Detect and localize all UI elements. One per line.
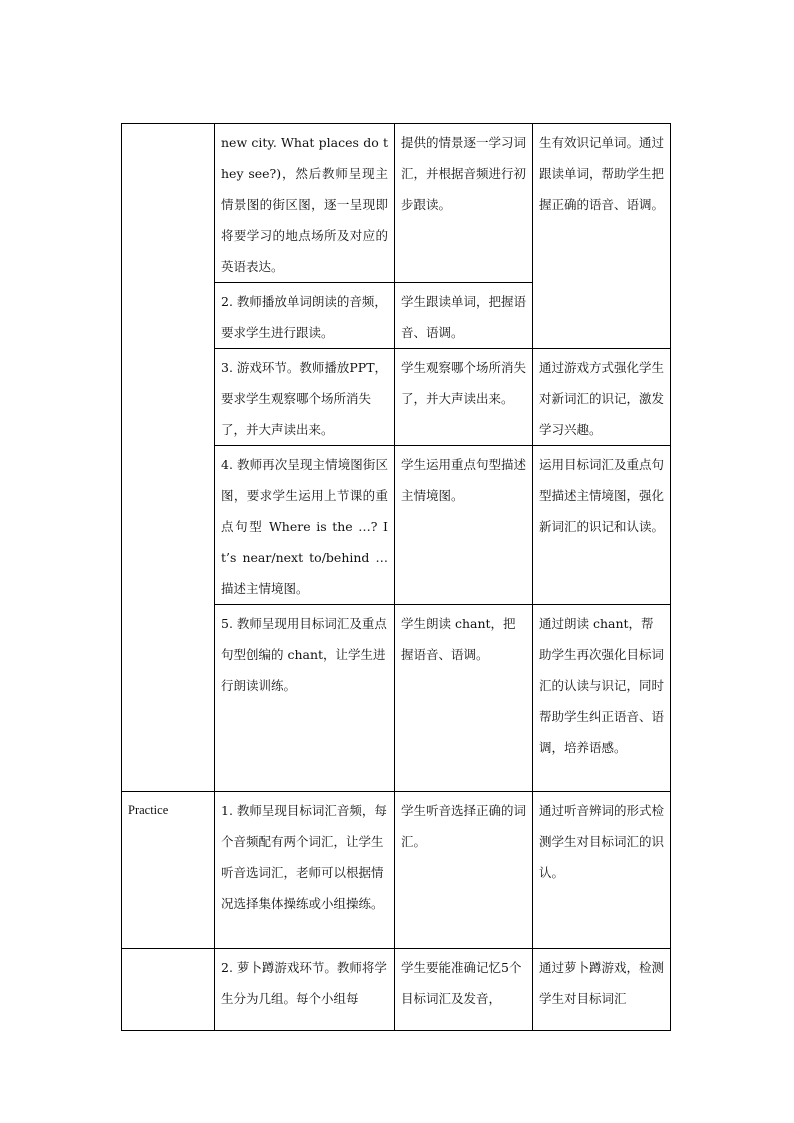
design-purpose-cell: 生有效识记单词。通过跟读单词，帮助学生把握正确的语音、语调。 <box>533 124 671 349</box>
design-purpose-cell: 运用目标词汇及重点句型描述主情境图，强化新词汇的识记和认读。 <box>533 446 671 605</box>
table-row <box>122 124 671 283</box>
student-activity-cell: 学生跟读单词，把握语音、语调。 <box>395 283 533 349</box>
student-activity-cell: 学生朗读 chant，把握语音、语调。 <box>395 605 533 792</box>
teacher-activity-cell: 2. 萝卜蹲游戏环节。教师将学生分为几组。每个小组每 <box>215 949 395 1031</box>
table-row <box>122 792 671 949</box>
stage-cell <box>122 949 215 1031</box>
stage-cell <box>122 124 215 792</box>
lesson-plan-table <box>121 123 671 1031</box>
student-activity-cell: 学生要能准确记忆5个目标词汇及发音， <box>395 949 533 1031</box>
student-activity-cell: 学生观察哪个场所消失了，并大声读出来。 <box>395 349 533 446</box>
teacher-activity-cell: 4. 教师再次呈现主情境图街区图，要求学生运用上节课的重点句型 Where is the …? It’s near/next to/behind …描述主情境图。 <box>215 446 395 605</box>
design-purpose-cell: 通过听音辨词的形式检测学生对目标词汇的识认。 <box>533 792 671 949</box>
teacher-activity-cell: 1. 教师呈现目标词汇音频，每个音频配有两个词汇，让学生听音选词汇，老师可以根据情况选择集体操练或小组操练。 <box>215 792 395 949</box>
table-row <box>122 949 671 1031</box>
student-activity-cell: 学生运用重点句型描述主情境图。 <box>395 446 533 605</box>
design-purpose-cell: 通过游戏方式强化学生对新词汇的识记，激发学习兴趣。 <box>533 349 671 446</box>
design-purpose-cell: 通过萝卜蹲游戏，检测学生对目标词汇 <box>533 949 671 1031</box>
teacher-activity-cell: 2. 教师播放单词朗读的音频，要求学生进行跟读。 <box>215 283 395 349</box>
teacher-activity-cell: 3. 游戏环节。教师播放PPT，要求学生观察哪个场所消失了，并大声读出来。 <box>215 349 395 446</box>
student-activity-cell: 提供的情景逐一学习词汇，并根据音频进行初步跟读。 <box>395 124 533 283</box>
stage-cell: Practice <box>122 792 215 949</box>
teacher-activity-cell: new city. What places do they see?)，然后教师呈现主情景图的街区图，逐一呈现即将要学习的地点场所及对应的英语表达。 <box>215 124 395 283</box>
teacher-activity-cell: 5. 教师呈现用目标词汇及重点句型创编的 chant，让学生进行朗读训练。 <box>215 605 395 792</box>
student-activity-cell: 学生听音选择正确的词汇。 <box>395 792 533 949</box>
design-purpose-cell: 通过朗读 chant，帮助学生再次强化目标词汇的认读与识记，同时帮助学生纠正语音、语调，培养语感。 <box>533 605 671 792</box>
